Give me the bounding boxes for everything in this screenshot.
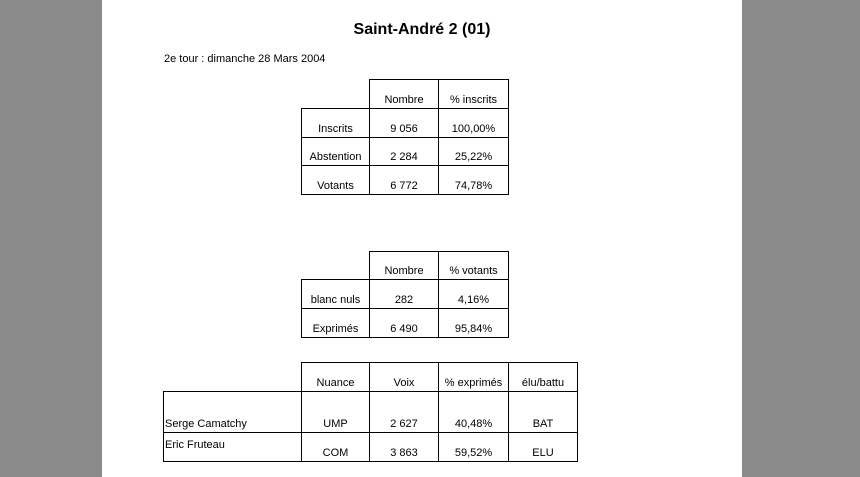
table1-row-nombre: 2 284 (390, 151, 418, 163)
candidate-result: BAT (532, 418, 554, 430)
table1-header-nombre: Nombre (384, 94, 424, 106)
candidate-voix: 3 863 (390, 447, 418, 459)
candidate-pct: 40,48% (454, 418, 493, 430)
table3-header-voix: Voix (393, 377, 415, 389)
table2-header-nombre: Nombre (384, 265, 424, 277)
table1-row-label: Inscrits (318, 123, 353, 135)
table1-row-pct: 100,00% (451, 123, 496, 135)
table2-row-pct: 95,84% (454, 323, 493, 335)
table2-row-nombre: 6 490 (390, 323, 418, 335)
election-round-date: 2e tour : dimanche 28 Mars 2004 (164, 53, 326, 65)
table1-row-label: Votants (317, 180, 354, 192)
table3-header-result: élu/battu (521, 377, 565, 389)
table3-header-nuance: Nuance (316, 377, 355, 389)
table2-header-pct: % votants (449, 265, 498, 277)
candidate-pct: 59,52% (454, 447, 493, 459)
page-title: Saint-André 2 (01) (353, 21, 491, 38)
table2-row-pct: 4,16% (457, 294, 490, 306)
table1-row-nombre: 6 772 (390, 180, 418, 192)
candidate-nuance: COM (322, 447, 349, 459)
table1-row-label: Abstention (309, 151, 362, 163)
table3-header-pct: % exprimés (444, 377, 503, 389)
candidate-name: Serge Camatchy (165, 418, 247, 430)
candidate-voix: 2 627 (390, 418, 418, 430)
candidate-result: ELU (532, 447, 554, 459)
table1-row-pct: 25,22% (454, 151, 493, 163)
candidate-nuance: UMP (323, 418, 348, 430)
table1-row-nombre: 9 056 (390, 123, 418, 135)
table2-row-nombre: 282 (394, 294, 414, 306)
document-page (102, 0, 742, 477)
table1-header-pct: % inscrits (449, 94, 498, 106)
table1-row-pct: 74,78% (454, 180, 493, 192)
table2-row-label: blanc nuls (310, 294, 361, 306)
table2-row-label: Exprimés (312, 323, 359, 335)
candidate-name: Eric Fruteau (165, 439, 225, 451)
